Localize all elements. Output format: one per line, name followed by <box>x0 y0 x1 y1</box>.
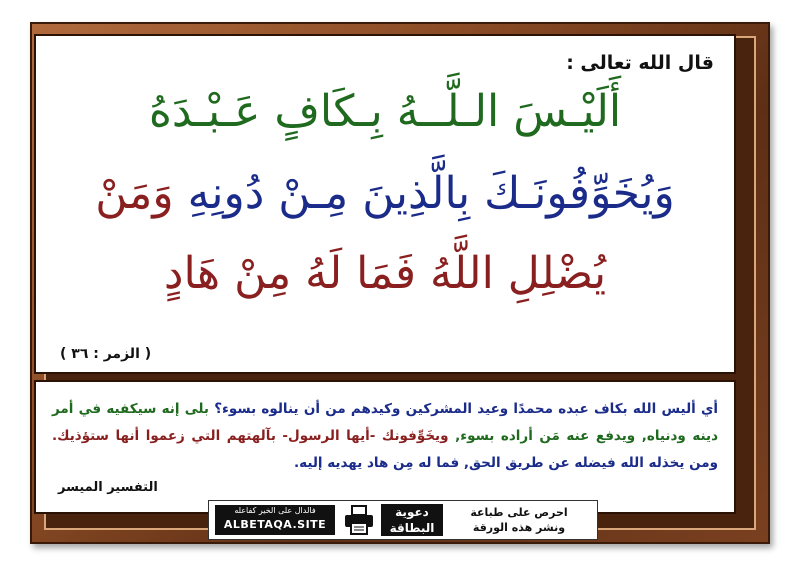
tafsir-part-1: أي أليس الله بكاف عبده محمدًا وعيد المشركين وكيدهم من أن ينالوه بسوء؟ <box>214 401 718 417</box>
verse-line-3: يُضْلِلِ اللَّهُ فَمَا لَهُ مِنْ هَادٍ <box>163 248 607 299</box>
verse-reference: ( الزمر : ٣٦ ) <box>60 346 152 362</box>
tafsir-panel <box>34 380 736 514</box>
verse-line-2-main: وَيُخَوِّفُونَـكَ بِالَّذِينَ مِـنْ دُونِهِ <box>187 168 675 219</box>
print-reminder-line-2: ونشر هذه الورقة <box>472 521 566 534</box>
logo-line-1: دعوية <box>395 505 429 519</box>
site-url: ALBETAQA.SITE <box>223 518 327 531</box>
printer-icon <box>343 505 375 535</box>
site-badge[interactable] <box>215 505 335 535</box>
verse-line-2 <box>52 170 718 218</box>
print-reminder <box>449 505 589 535</box>
verse-line-2-end: وَمَنْ <box>95 168 174 219</box>
tafsir-part-3: ويخَوِّفونك -أيها الرسول- بآلهتهم التي زعموا أنها ستؤذيك. <box>52 428 449 444</box>
verse-line-1: أَلَيْـسَ الـلَّــهُ بِـكَافٍ عَـبْـدَهُ <box>148 86 622 137</box>
tafsir-part-4: ومن يخذله الله فيضله عن طريق الحق, فما له مِن هاد يهديه إليه. <box>294 455 718 471</box>
albetaqa-logo <box>381 504 443 536</box>
tafsir-source: التفسير الميسر <box>58 480 158 495</box>
footer-banner <box>208 500 598 540</box>
tafsir-text <box>52 396 718 477</box>
verse-intro: قال الله تعالى : <box>566 52 714 74</box>
verse-panel <box>34 34 736 374</box>
logo-line-2: البطاقة <box>389 521 435 535</box>
tafsir-part-2: بلى إنه سيكفيه في أمر دينه ودنياه, ويدفع عنه مَن أراده بسوء, <box>52 401 719 444</box>
print-reminder-line-1: احرص على طباعة <box>470 506 568 519</box>
site-slogan: فالدال على الخير كفاعله <box>234 506 316 515</box>
